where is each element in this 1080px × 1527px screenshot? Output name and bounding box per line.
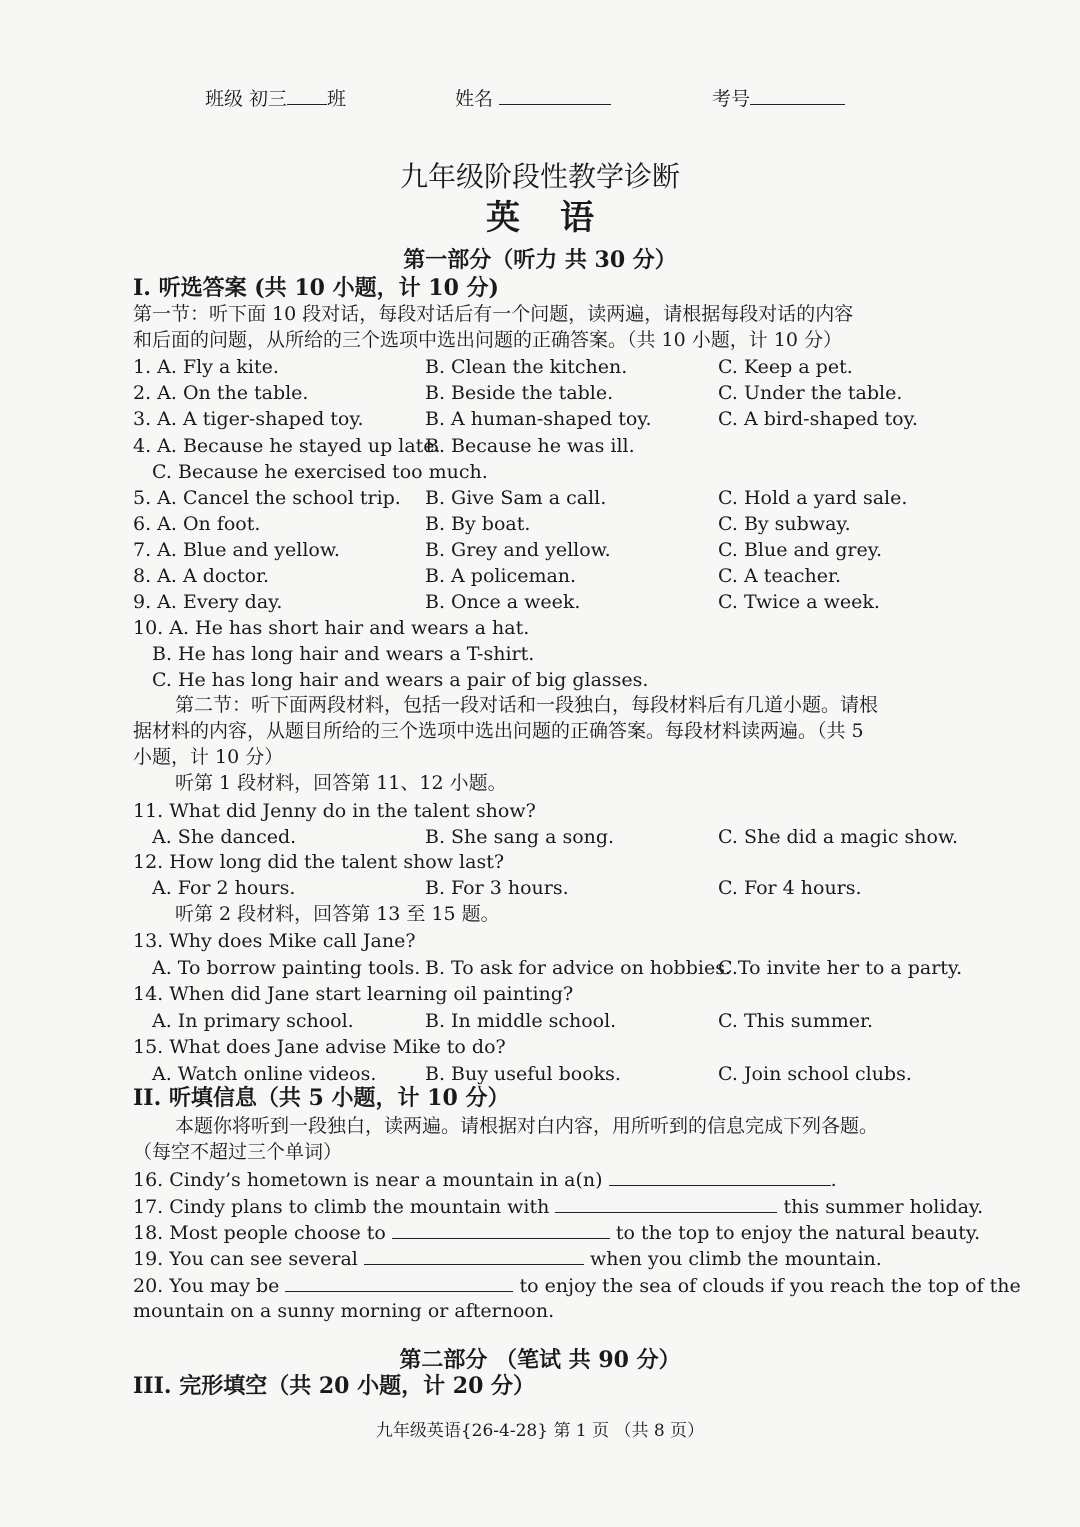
section2-intro: （每空不超过三个单词） [133,1141,343,1163]
option-c[interactable]: C. Under the table. [718,382,903,404]
option-b[interactable]: B. She sang a song. [425,826,615,848]
section2-heading: II. 听填信息（共 5 小题，计 10 分） [133,1085,510,1111]
main-title: 九年级阶段性教学诊断 [399,160,680,193]
section1-part2-intro: 第二节：听下面两段材料，包括一段对话和一段独白，每段材料后有几道小题。请根 [175,694,879,716]
part1-title: 第一部分（听力 共 30 分） [403,247,677,273]
answer-blank[interactable] [555,1194,777,1213]
option-c[interactable]: C.To invite her to a party. [718,957,963,979]
page-footer: 九年级英语{26-4-28} 第 1 页 （共 8 页） [375,1421,705,1441]
option-a[interactable]: 3. A. A tiger-shaped toy. [133,408,364,430]
option-b[interactable]: B. Give Sam a call. [425,487,607,509]
option-c[interactable]: C. Hold a yard sale. [718,487,908,509]
option-a[interactable]: 5. A. Cancel the school trip. [133,487,401,509]
option-a[interactable]: 6. A. On foot. [133,513,261,535]
option-b[interactable]: B. In middle school. [425,1010,617,1032]
option-c[interactable]: C. Twice a week. [718,591,880,613]
section1-intro: 和后面的问题，从所给的三个选项中选出问题的正确答案。（共 10 小题，计 10 分） [133,329,843,351]
name-label: 姓名 [455,86,611,111]
option-a[interactable]: 1. A. Fly a kite. [133,356,279,378]
question-stem: 14. When did Jane start learning oil painting? [133,983,574,1005]
option-c[interactable]: C. By subway. [718,513,851,535]
option-a[interactable]: 9. A. Every day. [133,591,283,613]
question-20-cont: mountain on a sunny morning or afternoon. [133,1300,555,1322]
option-b[interactable]: B. Buy useful books. [425,1063,621,1085]
option-c[interactable]: C. Blue and grey. [718,539,883,561]
exam-no-blank[interactable] [750,86,845,105]
option-c[interactable]: C. Keep a pet. [718,356,853,378]
option-a[interactable]: A. To borrow painting tools. [152,957,421,979]
option-c[interactable]: C. A teacher. [718,565,842,587]
class-blank[interactable] [287,86,327,105]
option-a[interactable]: 7. A. Blue and yellow. [133,539,340,561]
question-16: 16. Cindy’s hometown is near a mountain in a(n) . [133,1169,837,1191]
option-c[interactable]: C. For 4 hours. [718,877,862,899]
question-stem: 15. What does Jane advise Mike to do? [133,1036,506,1058]
exam-no-label: 考号 [712,86,845,111]
answer-blank[interactable] [285,1273,513,1292]
material-1-label: 听第 1 段材料，回答第 11、12 小题。 [175,772,507,794]
option-a[interactable]: 8. A. A doctor. [133,565,270,587]
option-a[interactable]: 10. A. He has short hair and wears a hat. [133,617,530,639]
option-c[interactable]: C. She did a magic show. [718,826,959,848]
material-2-label: 听第 2 段材料，回答第 13 至 15 题。 [175,903,500,925]
option-a[interactable]: 4. A. Because he stayed up late. [133,435,441,457]
option-b[interactable]: B. Beside the table. [425,382,614,404]
option-b[interactable]: B. Once a week. [425,591,581,613]
question-17: 17. Cindy plans to climb the mountain with this summer holiday. [133,1196,984,1218]
question-20: 20. You may be to enjoy the sea of clouds if you reach the top of the [133,1275,1021,1297]
option-a[interactable]: A. In primary school. [152,1010,354,1032]
name-blank[interactable] [499,86,611,105]
option-a[interactable]: 2. A. On the table. [133,382,309,404]
option-a[interactable]: A. Watch online videos. [152,1063,377,1085]
class-label: 班级 初三 班 [205,88,347,110]
section1-part2-intro: 据材料的内容，从题目所给的三个选项中选出问题的正确答案。每段材料读两遍。（共 5 [133,720,864,742]
section2-intro: 本题你将听到一段独白，读两遍。请根据对白内容，用所听到的信息完成下列各题。 [175,1115,879,1137]
subject-title: 英语 [486,198,634,238]
option-b[interactable]: B. Because he was ill. [425,435,635,457]
section1-part2-intro: 小题，计 10 分） [133,746,284,768]
question-stem: 12. How long did the talent show last? [133,851,505,873]
question-stem: 11. What did Jenny do in the talent show? [133,800,536,822]
option-b[interactable]: B. Clean the kitchen. [425,356,628,378]
option-b[interactable]: B. To ask for advice on hobbies. [425,957,731,979]
question-19: 19. You can see several when you climb the mountain. [133,1248,882,1270]
answer-blank[interactable] [609,1167,831,1186]
part2-title: 第二部分 （笔试 共 90 分） [399,1347,681,1373]
answer-blank[interactable] [392,1220,610,1239]
option-c[interactable]: C. Join school clubs. [718,1063,912,1085]
question-stem: 13. Why does Mike call Jane? [133,930,416,952]
option-b[interactable]: B. By boat. [425,513,531,535]
section3-heading: III. 完形填空（共 20 小题，计 20 分） [133,1373,536,1399]
option-c[interactable]: C. This summer. [718,1010,874,1032]
option-c[interactable]: C. Because he exercised too much. [152,461,488,483]
question-18: 18. Most people choose to to the top to enjoy the natural beauty. [133,1222,981,1244]
option-a[interactable]: A. She danced. [152,826,297,848]
option-b[interactable]: B. A human-shaped toy. [425,408,652,430]
option-c[interactable]: C. He has long hair and wears a pair of big glasses. [152,669,649,691]
option-b[interactable]: B. He has long hair and wears a T-shirt. [152,643,535,665]
section1-heading: I. 听选答案 (共 10 小题，计 10 分) [133,275,499,301]
option-b[interactable]: B. For 3 hours. [425,877,569,899]
option-a[interactable]: A. For 2 hours. [152,877,296,899]
section1-intro: 第一节：听下面 10 段对话，每段对话后有一个问题，读两遍，请根据每段对话的内容 [133,303,854,325]
option-b[interactable]: B. Grey and yellow. [425,539,611,561]
answer-blank[interactable] [364,1246,584,1265]
option-b[interactable]: B. A policeman. [425,565,577,587]
option-c[interactable]: C. A bird-shaped toy. [718,408,918,430]
